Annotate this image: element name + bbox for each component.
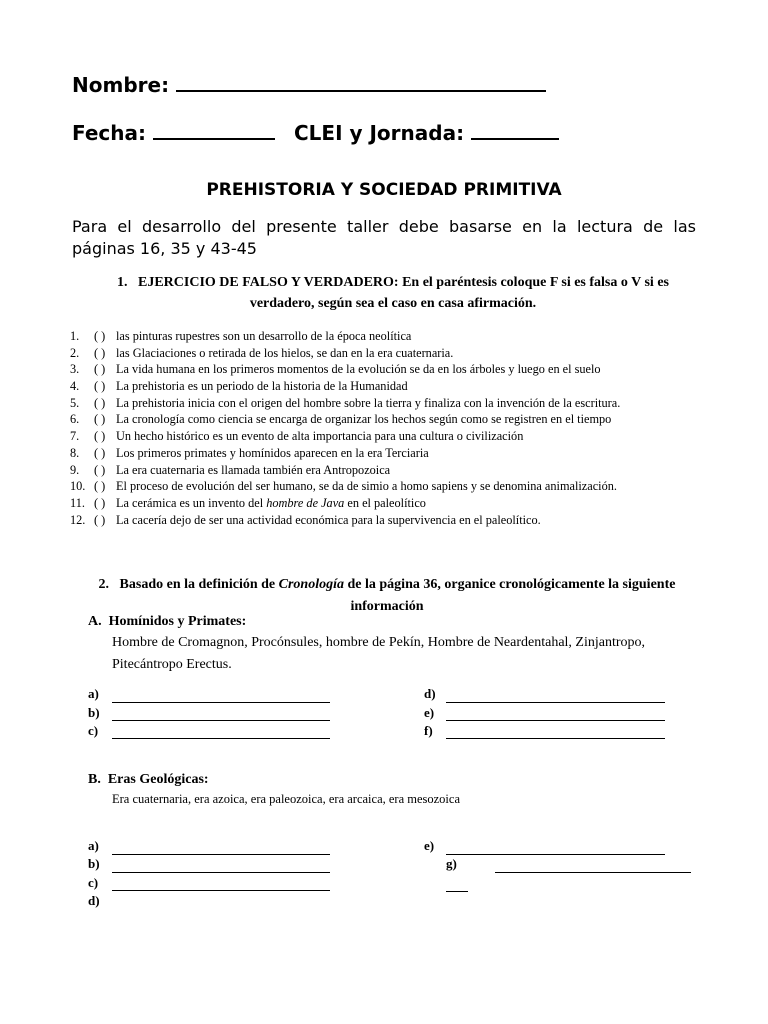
answer-label: d) [424, 686, 436, 701]
name-blank[interactable] [176, 72, 546, 92]
answer-parenthesis[interactable]: ( ) [94, 345, 106, 360]
answer-label: e) [424, 705, 435, 720]
name-field[interactable] [72, 72, 546, 97]
list-item: 11. ( ) La cerámica es un invento del hombre de Java en el paleolítico [70, 495, 426, 510]
list-item: 1. ( ) las pinturas rupestres son un desarrollo de la época neolítica [70, 329, 412, 343]
clei-blank[interactable] [471, 120, 559, 140]
list-item: 12. ( ) La cacería dejo de ser una actividad económica para la supervivencia en el paleolítico. [70, 512, 541, 527]
clei-label: CLEI y Jornada: [294, 121, 465, 145]
answer-line[interactable] [112, 890, 330, 891]
list-item: 8. ( ) Los primeros primates y homínidos aparecen en la era Terciaria [70, 445, 429, 460]
answer-parenthesis[interactable]: ( ) [94, 329, 106, 343]
answer-line[interactable] [446, 738, 665, 739]
answer-line[interactable] [112, 854, 330, 855]
part-b-text: Era cuaternaria, era azoica, era paleozoica, era arcaica, era mesozoica [112, 792, 460, 806]
answer-parenthesis[interactable]: ( ) [94, 362, 106, 377]
answer-line[interactable] [446, 854, 665, 855]
part-b-heading: B. Eras Geológicas: [88, 772, 209, 787]
answer-parenthesis[interactable]: ( ) [94, 495, 106, 510]
list-item: 10. ( ) El proceso de evolución del ser humano, se da de simio a homo sapiens y se denomina animalización. [70, 479, 617, 494]
question-1-number: 1. [116, 275, 128, 290]
answer-line[interactable] [112, 720, 330, 721]
answer-parenthesis[interactable]: ( ) [94, 379, 106, 394]
answer-parenthesis[interactable]: ( ) [94, 429, 106, 444]
answer-line[interactable] [112, 872, 330, 873]
answer-label: f) [424, 723, 433, 738]
true-false-list [70, 328, 620, 528]
question-2-number: 2. [98, 577, 110, 592]
list-item: 6. ( ) La cronología como ciencia se encarga de organizar los hechos según como se registren en el tiempo [70, 412, 612, 427]
part-a-heading: A. Homínidos y Primates: [88, 614, 247, 629]
answer-label: c) [88, 875, 99, 890]
answer-label: a) [88, 838, 99, 853]
answer-label: g) [446, 856, 457, 871]
answer-parenthesis[interactable]: ( ) [94, 412, 106, 427]
answer-label: c) [88, 723, 99, 738]
list-item: 9. ( ) La era cuaternaria es llamada también era Antropozoica [70, 462, 391, 477]
question-2-title: 2. Basado en la definición de Cronología de la página 36, organice cronológicamente la siguiente información [98, 577, 676, 614]
answer-line[interactable] [112, 702, 330, 703]
list-item: 3. ( ) La vida humana en los primeros momentos de la evolución se da en los árboles y luego en el suelo [70, 362, 601, 377]
intro-paragraph: Para el desarrollo del presente taller debe basarse en la lectura de las páginas 16, 35 y 43-45 [72, 217, 696, 258]
answer-label: a) [88, 686, 99, 701]
date-field[interactable] [72, 120, 275, 145]
answer-line[interactable] [446, 720, 665, 721]
list-item: 4. ( ) La prehistoria es un periodo de la historia de la Humanidad [70, 379, 408, 394]
answer-label: b) [88, 856, 100, 871]
list-item: 7. ( ) Un hecho histórico es un evento de alta importancia para una cultura o civilización [70, 429, 524, 444]
answer-line[interactable] [446, 702, 665, 703]
part-a-text: Hombre de Cromagnon, Procónsules, hombre de Pekín, Hombre de Neardentahal, Zinjantropo, Pitecántropo Erectus. [112, 635, 646, 672]
answer-parenthesis[interactable]: ( ) [94, 395, 106, 410]
name-label: Nombre: [72, 73, 170, 97]
list-item: 2. ( ) las Glaciaciones o retirada de los hielos, se dan en la era cuaternaria. [70, 345, 454, 360]
answer-line[interactable] [495, 872, 691, 873]
answer-parenthesis[interactable]: ( ) [94, 512, 106, 527]
page-title: PREHISTORIA Y SOCIEDAD PRIMITIVA [206, 180, 562, 200]
answer-parenthesis[interactable]: ( ) [94, 479, 106, 494]
date-blank[interactable] [153, 120, 275, 140]
question-1-text: EJERCICIO DE FALSO Y VERDADERO: En el paréntesis coloque F si es falsa o V si es verdadero, según sea el caso en casa afirmación. [137, 275, 669, 311]
answer-label: e) [424, 838, 435, 853]
answer-parenthesis[interactable]: ( ) [94, 445, 106, 460]
answer-label: d) [88, 893, 100, 908]
answer-parenthesis[interactable]: ( ) [94, 462, 106, 477]
answer-line[interactable] [446, 891, 468, 892]
list-item: 5. ( ) La prehistoria inicia con el origen del hombre sobre la tierra y finaliza con la invención de la escritura. [70, 395, 621, 410]
clei-field[interactable] [294, 120, 559, 145]
answer-label: b) [88, 705, 100, 720]
answer-line[interactable] [112, 738, 330, 739]
question-1-title [88, 272, 698, 314]
date-label: Fecha: [72, 121, 147, 145]
